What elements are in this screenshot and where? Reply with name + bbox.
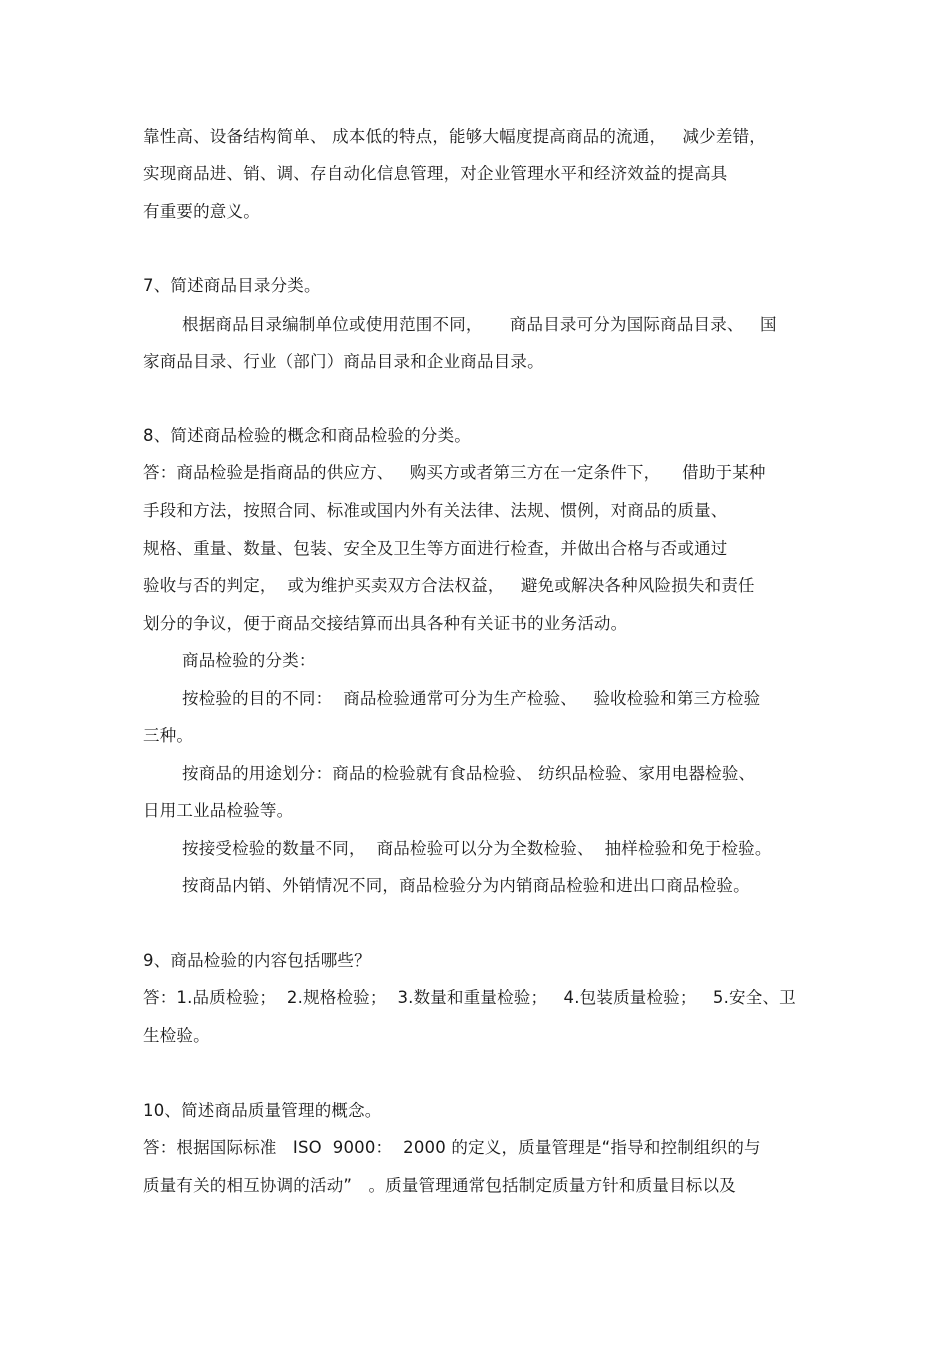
subheading: 商品检验的分类： [182, 651, 316, 670]
text-line: 按商品内销、外销情况不同，商品检验分为内销商品检验和进出口商品检验。 [182, 876, 750, 895]
text-line: 生检验。 [143, 1026, 210, 1045]
text-line: 实现商品进、销、调、存自动化信息管理，对企业管理水平和经济效益的提高具 [143, 164, 728, 183]
text-line: 家商品目录、行业（部门）商品目录和企业商品目录。 [143, 352, 544, 371]
question-heading: 9、商品检验的内容包括哪些？ [143, 951, 371, 970]
question-heading: 7、简述商品目录分类。 [143, 276, 321, 295]
question-heading: 8、简述商品检验的概念和商品检验的分类。 [143, 426, 471, 445]
answer-line: 答：商品检验是指商品的供应方、 购买方或者第三方在一定条件下， 借助于某种 [143, 463, 766, 482]
question-heading: 10、简述商品质量管理的概念。 [143, 1101, 382, 1120]
text-line: 日用工业品检验等。 [143, 801, 294, 820]
text-line: 有重要的意义。 [143, 202, 260, 221]
answer-line: 答：1.品质检验； 2.规格检验； 3.数量和重量检验； 4.包装质量检验； 5.安全、卫 [143, 988, 796, 1007]
text-line: 手段和方法，按照合同、标准或国内外有关法律、法规、惯例，对商品的质量、 [143, 501, 728, 520]
text-line: 靠性高、设备结构简单、 成本低的特点，能够大幅度提高商品的流通， 减少差错， [143, 127, 766, 146]
text-line: 按商品的用途划分：商品的检验就有食品检验、 纺织品检验、家用电器检验、 [182, 764, 756, 783]
text-line: 规格、重量、数量、包装、安全及卫生等方面进行检查，并做出合格与否或通过 [143, 539, 728, 558]
text-line: 按接受检验的数量不同， 商品检验可以分为全数检验、 抽样检验和免于检验。 [182, 839, 772, 858]
text-line: 根据商品目录编制单位或使用范围不同， 商品目录可分为国际商品目录、 国 [182, 315, 777, 334]
answer-line: 答：根据国际标准 ISO 9000： 2000 的定义，质量管理是“指导和控制组织的与 [143, 1138, 761, 1157]
text-line: 划分的争议，便于商品交接结算而出具各种有关证书的业务活动。 [143, 614, 628, 633]
text-line: 三种。 [143, 726, 194, 745]
text-line: 按检验的目的不同： 商品检验通常可分为生产检验、 验收检验和第三方检验 [182, 689, 761, 708]
text-line: 验收与否的判定， 或为维护买卖双方合法权益， 避免或解决各种风险损失和责任 [143, 576, 755, 595]
text-line: 质量有关的相互协调的活动” 。质量管理通常包括制定质量方针和质量目标以及 [143, 1176, 736, 1195]
